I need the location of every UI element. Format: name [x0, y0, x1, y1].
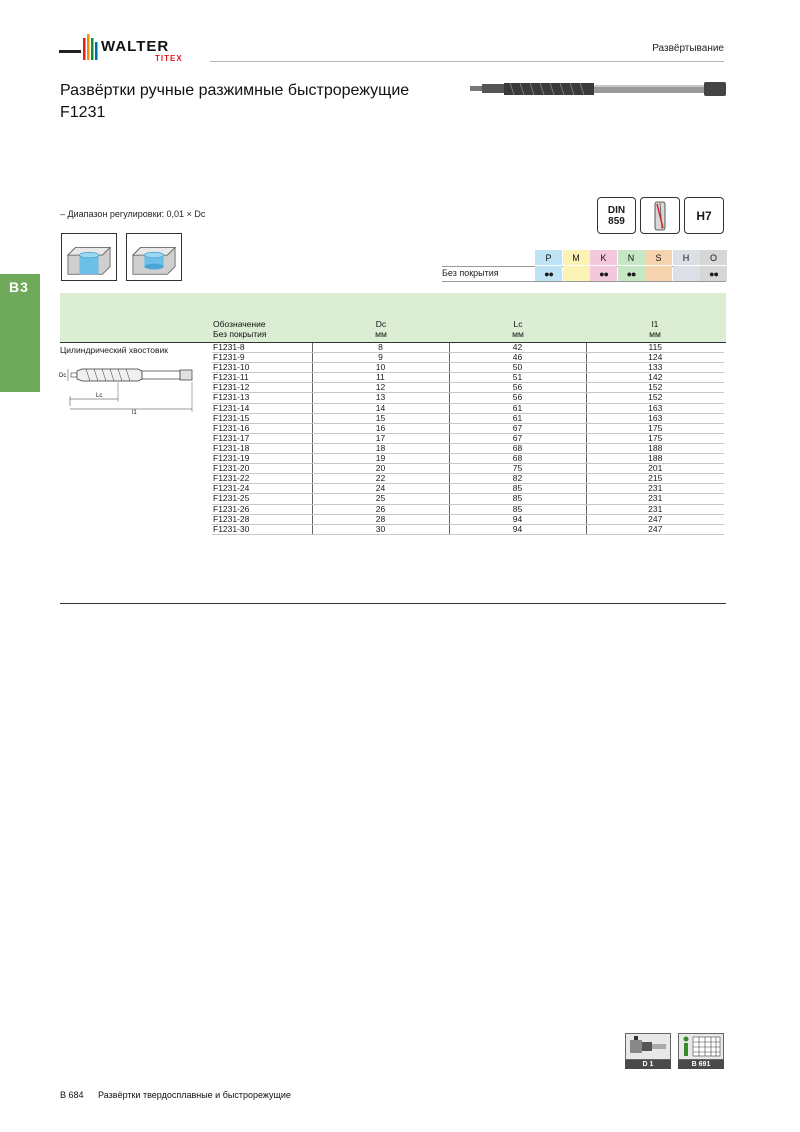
material-M: M	[563, 250, 590, 265]
cell-dc: 12	[312, 383, 449, 393]
cell-designation: F1231-18	[212, 443, 312, 453]
drawing-label-l1: l1	[132, 410, 137, 416]
material-P: P	[535, 250, 562, 265]
cell-l1: 231	[586, 484, 724, 494]
din-label: DIN	[607, 204, 626, 216]
cell-designation: F1231-19	[212, 454, 312, 464]
cell-dc: 22	[312, 474, 449, 484]
cell-designation: F1231-25	[212, 494, 312, 504]
table-row	[212, 464, 724, 474]
cell-dc: 13	[312, 393, 449, 403]
table-row	[212, 524, 724, 534]
cell-l1: 163	[586, 413, 724, 423]
cell-designation: F1231-30	[212, 524, 312, 534]
material-H: H	[673, 250, 700, 265]
header-l1-unit: мм	[649, 329, 661, 339]
adjustment-range-note: – Диапазон регулировки: 0,01 × Dc	[60, 209, 206, 219]
walter-titex-logo	[59, 30, 199, 70]
material-K: K	[590, 250, 617, 265]
cell-dc: 8	[312, 343, 449, 353]
cell-lc: 61	[449, 413, 586, 423]
header-lc-unit: мм	[512, 329, 524, 339]
cell-designation: F1231-26	[212, 504, 312, 514]
header-l1-label: l1	[651, 319, 659, 329]
cell-dc: 14	[312, 403, 449, 413]
coating-rule-bottom	[442, 281, 726, 282]
cell-lc: 50	[449, 363, 586, 373]
application-through-hole-icon	[61, 233, 117, 281]
cell-l1: 247	[586, 524, 724, 534]
table-row	[212, 504, 724, 514]
cell-designation: F1231-13	[212, 393, 312, 403]
cell-designation: F1231-28	[212, 514, 312, 524]
table-row	[212, 353, 724, 363]
straight-flute-icon	[640, 197, 680, 234]
table-row	[212, 454, 724, 464]
cell-lc: 94	[449, 514, 586, 524]
ref-info-page[interactable]	[678, 1033, 724, 1070]
cell-lc: 67	[449, 423, 586, 433]
tolerance-badge: H7	[684, 197, 724, 234]
din-standard-badge	[597, 197, 636, 234]
header-coating-label: Без покрытия	[213, 329, 267, 339]
table-row	[212, 413, 724, 423]
table-row	[212, 484, 724, 494]
cell-designation: F1231-12	[212, 383, 312, 393]
header-lc-label: Lc	[513, 319, 523, 329]
cell-l1: 215	[586, 474, 724, 484]
table-row	[212, 423, 724, 433]
din-number: 859	[608, 215, 625, 227]
drawing-label-lc: Lc	[96, 393, 103, 399]
cell-lc: 68	[449, 454, 586, 464]
cell-l1: 124	[586, 353, 724, 363]
page-footer	[60, 1090, 291, 1100]
cell-l1: 231	[586, 494, 724, 504]
header-dc-label: Dc	[375, 319, 387, 329]
cell-l1: 188	[586, 443, 724, 453]
cell-dc: 24	[312, 484, 449, 494]
cell-l1: 115	[586, 343, 724, 353]
title-line-1: Развёртки ручные разжимные быстрорежущие	[60, 82, 410, 99]
cell-dc: 20	[312, 464, 449, 474]
header-dc	[365, 319, 397, 339]
cell-designation: F1231-24	[212, 484, 312, 494]
cell-dc: 30	[312, 524, 449, 534]
suitability-M	[563, 266, 590, 281]
table-bottom-rule	[60, 603, 726, 604]
cell-l1: 142	[586, 373, 724, 383]
section-tab-label: B3	[9, 279, 29, 295]
cell-l1: 188	[586, 454, 724, 464]
suitability-P: ●●	[535, 266, 562, 281]
header-dc-unit: мм	[375, 329, 387, 339]
ref-tool-holder-label: D 1	[625, 1060, 671, 1069]
material-O: O	[700, 250, 727, 265]
table-row	[212, 474, 724, 484]
tool-holder-icon	[625, 1033, 671, 1060]
cell-designation: F1231-17	[212, 433, 312, 443]
cell-designation: F1231-15	[212, 413, 312, 423]
suitability-K: ●●	[590, 266, 617, 281]
cell-l1: 133	[586, 363, 724, 373]
reamer-photo	[470, 78, 726, 100]
cell-designation: F1231-14	[212, 403, 312, 413]
page-number: B 684	[60, 1090, 84, 1100]
cell-lc: 61	[449, 403, 586, 413]
cell-dc: 18	[312, 443, 449, 453]
table-row	[212, 433, 724, 443]
brand-main: WALTER	[101, 38, 170, 55]
suitability-S	[645, 266, 672, 281]
header-designation-label: Обозначение	[213, 319, 266, 329]
reamer-dimension-drawing	[58, 366, 200, 418]
cell-dc: 26	[312, 504, 449, 514]
cell-dc: 28	[312, 514, 449, 524]
cell-lc: 94	[449, 524, 586, 534]
table-row	[212, 393, 724, 403]
table-row	[212, 494, 724, 504]
cell-lc: 56	[449, 383, 586, 393]
suitability-N: ●●	[618, 266, 645, 281]
cell-l1: 175	[586, 433, 724, 443]
table-row	[212, 383, 724, 393]
header-l1	[639, 319, 671, 339]
application-blind-hole-icon	[126, 233, 182, 281]
cell-dc: 15	[312, 413, 449, 423]
cell-designation: F1231-22	[212, 474, 312, 484]
page-title	[60, 80, 409, 124]
cell-lc: 56	[449, 393, 586, 403]
material-S: S	[645, 250, 672, 265]
coating-label: Без покрытия	[442, 268, 499, 278]
suitability-H	[673, 266, 700, 281]
cell-dc: 9	[312, 353, 449, 363]
suitability-O: ●●	[700, 266, 727, 281]
cell-designation: F1231-11	[212, 373, 312, 383]
cell-lc: 67	[449, 433, 586, 443]
cell-designation: F1231-8	[212, 343, 312, 353]
cell-lc: 85	[449, 484, 586, 494]
header-rule	[210, 61, 724, 62]
cell-dc: 25	[312, 494, 449, 504]
info-table-icon	[678, 1033, 724, 1060]
title-line-2: F1231	[60, 104, 106, 121]
table-row	[212, 403, 724, 413]
cell-l1: 175	[586, 423, 724, 433]
header-designation	[213, 319, 267, 339]
cell-l1: 231	[586, 504, 724, 514]
cell-lc: 75	[449, 464, 586, 474]
cell-dc: 10	[312, 363, 449, 373]
cell-lc: 46	[449, 353, 586, 363]
cell-lc: 68	[449, 443, 586, 453]
table-row	[212, 363, 724, 373]
cell-dc: 16	[312, 423, 449, 433]
cell-l1: 201	[586, 464, 724, 474]
ref-info-label: B 691	[678, 1060, 724, 1069]
product-table	[212, 343, 724, 535]
cell-lc: 42	[449, 343, 586, 353]
cell-designation: F1231-9	[212, 353, 312, 363]
cell-l1: 152	[586, 393, 724, 403]
section-tab[interactable]	[0, 274, 40, 392]
cell-lc: 85	[449, 494, 586, 504]
table-row	[212, 514, 724, 524]
cell-dc: 17	[312, 433, 449, 443]
cell-dc: 19	[312, 454, 449, 464]
cell-designation: F1231-20	[212, 464, 312, 474]
section-label: Развёртывание	[652, 43, 724, 54]
cell-l1: 163	[586, 403, 724, 413]
table-row	[212, 443, 724, 453]
material-groups	[535, 250, 728, 265]
shank-type-label: Цилиндрический хвостовик	[60, 345, 169, 355]
cell-dc: 11	[312, 373, 449, 383]
cell-designation: F1231-10	[212, 363, 312, 373]
ref-tool-holder[interactable]	[625, 1033, 671, 1070]
brand-sub: TITEX	[155, 54, 183, 63]
cell-lc: 82	[449, 474, 586, 484]
header-lc	[502, 319, 534, 339]
table-row	[212, 373, 724, 383]
footer-text: Развёртки твердосплавные и быстрорежущие	[98, 1090, 291, 1100]
cell-designation: F1231-16	[212, 423, 312, 433]
cell-l1: 152	[586, 383, 724, 393]
drawing-label-dc: Dc	[59, 373, 67, 379]
cell-l1: 247	[586, 514, 724, 524]
coating-suitability	[535, 266, 728, 281]
material-N: N	[618, 250, 645, 265]
cell-lc: 51	[449, 373, 586, 383]
cell-lc: 85	[449, 504, 586, 514]
